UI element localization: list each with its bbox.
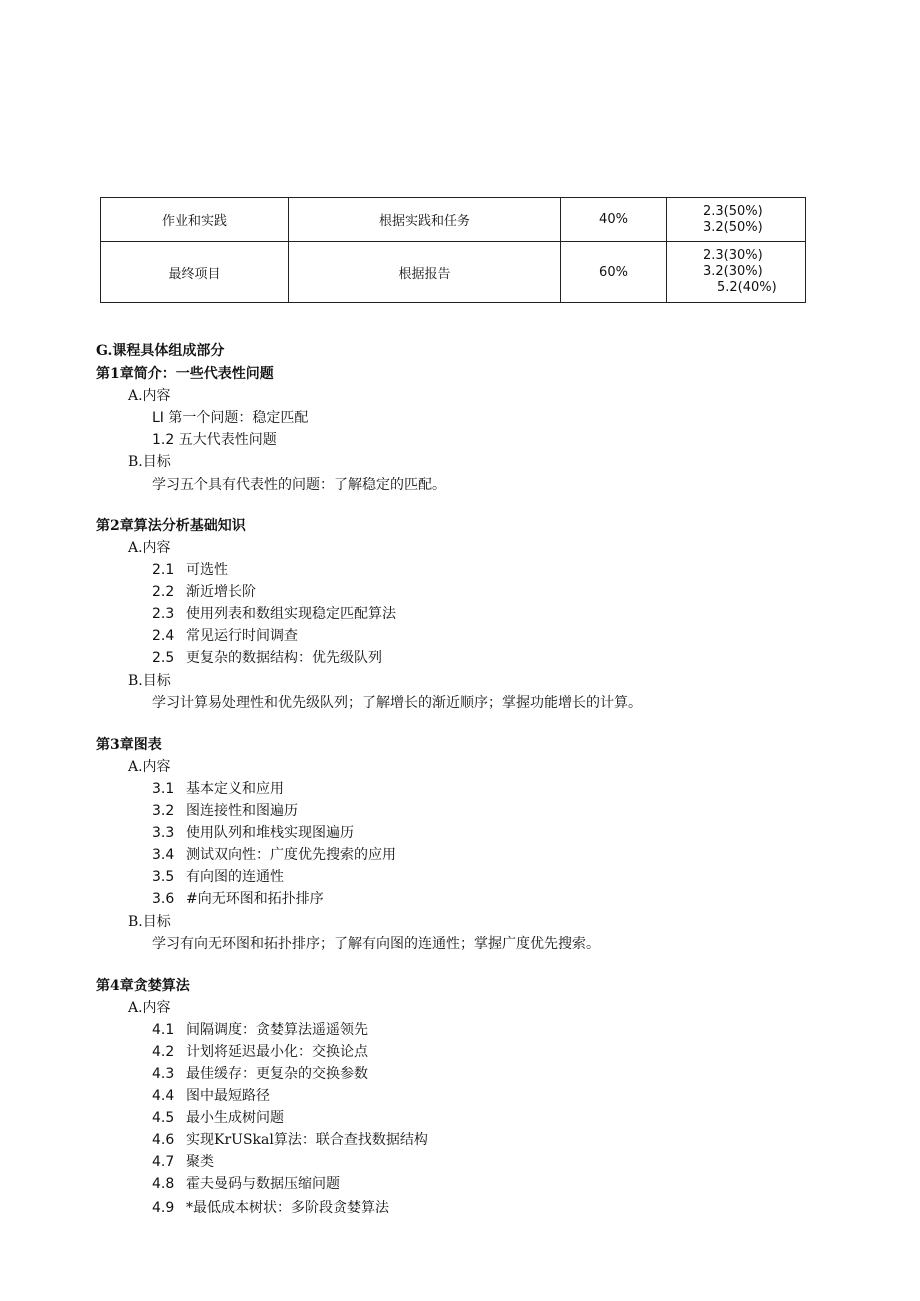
item-text: 聚类 bbox=[186, 1154, 214, 1170]
list-item bbox=[152, 1087, 270, 1105]
list-item bbox=[152, 431, 277, 449]
objectives-cell bbox=[667, 242, 806, 303]
objectives-cell bbox=[667, 198, 806, 242]
item-number: 4.8 bbox=[152, 1176, 175, 1192]
item-number: 4.1 bbox=[152, 1022, 175, 1038]
item-number: 4.2 bbox=[152, 1044, 175, 1060]
list-item bbox=[152, 1109, 284, 1127]
item-text: 测试双向性：广度优先搜索的应用 bbox=[186, 847, 396, 863]
item-number: 2.4 bbox=[152, 628, 175, 644]
list-item bbox=[152, 561, 228, 579]
table-row bbox=[101, 198, 806, 242]
objective-value: 2.3(50%) bbox=[703, 203, 763, 219]
list-item bbox=[152, 802, 298, 820]
method-cell: 作业和实践 bbox=[101, 198, 289, 242]
list-item bbox=[152, 868, 284, 886]
item-text: 霍夫曼码与数据压缩问题 bbox=[186, 1176, 340, 1192]
goal-label: B.目标 bbox=[128, 673, 171, 689]
item-number: 1.2 bbox=[152, 432, 175, 448]
item-text: 第一个问题：稳定匹配 bbox=[168, 410, 309, 426]
item-text: 更复杂的数据结构：优先级队列 bbox=[186, 650, 382, 666]
goal-label: B.目标 bbox=[128, 914, 171, 930]
chapter-2-title: 第2章算法分析基础知识 bbox=[96, 518, 246, 534]
weight-cell: 40% bbox=[561, 198, 667, 242]
goal-text: 学习有向无环图和拓扑排序；了解有向图的连通性；掌握广度优先搜索。 bbox=[152, 936, 600, 952]
item-number: 3.1 bbox=[152, 781, 175, 797]
item-number: 2.2 bbox=[152, 584, 175, 600]
item-text: 渐近增长阶 bbox=[186, 584, 256, 600]
list-item bbox=[152, 583, 256, 601]
content-label: A.内容 bbox=[128, 759, 171, 775]
chapter-4-title: 第4章贪婪算法 bbox=[96, 978, 190, 994]
list-item bbox=[152, 649, 382, 667]
item-number: 4.4 bbox=[152, 1088, 175, 1104]
list-item bbox=[152, 1021, 368, 1039]
goal-text: 学习计算易处理性和优先级队列；了解增长的渐近顺序；掌握功能增长的计算。 bbox=[152, 695, 642, 711]
assessment-table bbox=[100, 197, 806, 303]
basis-cell: 根据实践和任务 bbox=[289, 198, 561, 242]
item-text: 五大代表性问题 bbox=[178, 432, 277, 448]
list-item bbox=[152, 780, 284, 798]
basis-cell: 根据报告 bbox=[289, 242, 561, 303]
item-number: 3.5 bbox=[152, 869, 175, 885]
item-text: 计划将延迟最小化：交换论点 bbox=[186, 1044, 368, 1060]
objective-value: 2.3(30%) bbox=[703, 248, 763, 263]
item-text: 图连接性和图遍历 bbox=[186, 803, 298, 819]
list-item bbox=[152, 627, 298, 645]
list-item bbox=[152, 1153, 214, 1171]
list-item bbox=[152, 1131, 428, 1149]
item-number: 3.6 bbox=[152, 891, 175, 907]
content-label: A.内容 bbox=[128, 388, 171, 404]
item-text: 间隔调度：贪婪算法遥遥领先 bbox=[186, 1022, 368, 1038]
item-text: 有向图的连通性 bbox=[186, 869, 284, 885]
item-number: 2.5 bbox=[152, 650, 175, 666]
item-text: 基本定义和应用 bbox=[186, 781, 284, 797]
item-number: 4.6 bbox=[152, 1132, 175, 1148]
chapter-1-title: 第1章简介：一些代表性问题 bbox=[96, 366, 274, 382]
item-number: 2.3 bbox=[152, 606, 175, 622]
item-number: 4.9 bbox=[152, 1200, 175, 1216]
item-text: 常见运行时间调查 bbox=[186, 628, 298, 644]
item-number: 4.7 bbox=[152, 1154, 175, 1170]
item-text: 使用队列和堆栈实现图遍历 bbox=[186, 825, 354, 841]
chapter-3-title: 第3章图表 bbox=[96, 737, 162, 753]
content-label: A.内容 bbox=[128, 540, 171, 556]
objective-value: 5.2(40%) bbox=[717, 280, 777, 295]
item-number: 3.2 bbox=[152, 803, 175, 819]
goal-label: B.目标 bbox=[128, 454, 171, 470]
list-item bbox=[152, 824, 354, 842]
list-item bbox=[152, 605, 396, 623]
list-item bbox=[152, 1199, 389, 1217]
item-text: 实现KrUSkal算法：联合查找数据结构 bbox=[186, 1132, 428, 1148]
item-number: LI bbox=[152, 410, 164, 426]
list-item bbox=[152, 1175, 340, 1193]
section-title: G.课程具体组成部分 bbox=[96, 343, 225, 359]
content-label: A.内容 bbox=[128, 1000, 171, 1016]
objective-value: 3.2(50%) bbox=[703, 219, 763, 235]
objective-value: 3.2(30%) bbox=[703, 264, 763, 279]
list-item bbox=[152, 846, 396, 864]
goal-text: 学习五个具有代表性的问题：了解稳定的匹配。 bbox=[152, 477, 446, 493]
list-item bbox=[152, 409, 308, 427]
item-number: 4.5 bbox=[152, 1110, 175, 1126]
item-text: *最低成本树状：多阶段贪婪算法 bbox=[186, 1200, 389, 1216]
item-text: 可选性 bbox=[186, 562, 228, 578]
item-text: 最佳缓存：更复杂的交换参数 bbox=[186, 1066, 368, 1082]
table-row bbox=[101, 242, 806, 303]
list-item bbox=[152, 890, 324, 908]
item-text: 使用列表和数组实现稳定匹配算法 bbox=[186, 606, 396, 622]
item-number: 4.3 bbox=[152, 1066, 175, 1082]
item-text: #向无环图和拓扑排序 bbox=[186, 891, 324, 907]
method-cell: 最终项目 bbox=[101, 242, 289, 303]
list-item bbox=[152, 1043, 368, 1061]
item-text: 最小生成树问题 bbox=[186, 1110, 284, 1126]
list-item bbox=[152, 1065, 368, 1083]
item-text: 图中最短路径 bbox=[186, 1088, 270, 1104]
weight-cell: 60% bbox=[561, 242, 667, 303]
item-number: 3.3 bbox=[152, 825, 175, 841]
item-number: 2.1 bbox=[152, 562, 175, 578]
item-number: 3.4 bbox=[152, 847, 175, 863]
